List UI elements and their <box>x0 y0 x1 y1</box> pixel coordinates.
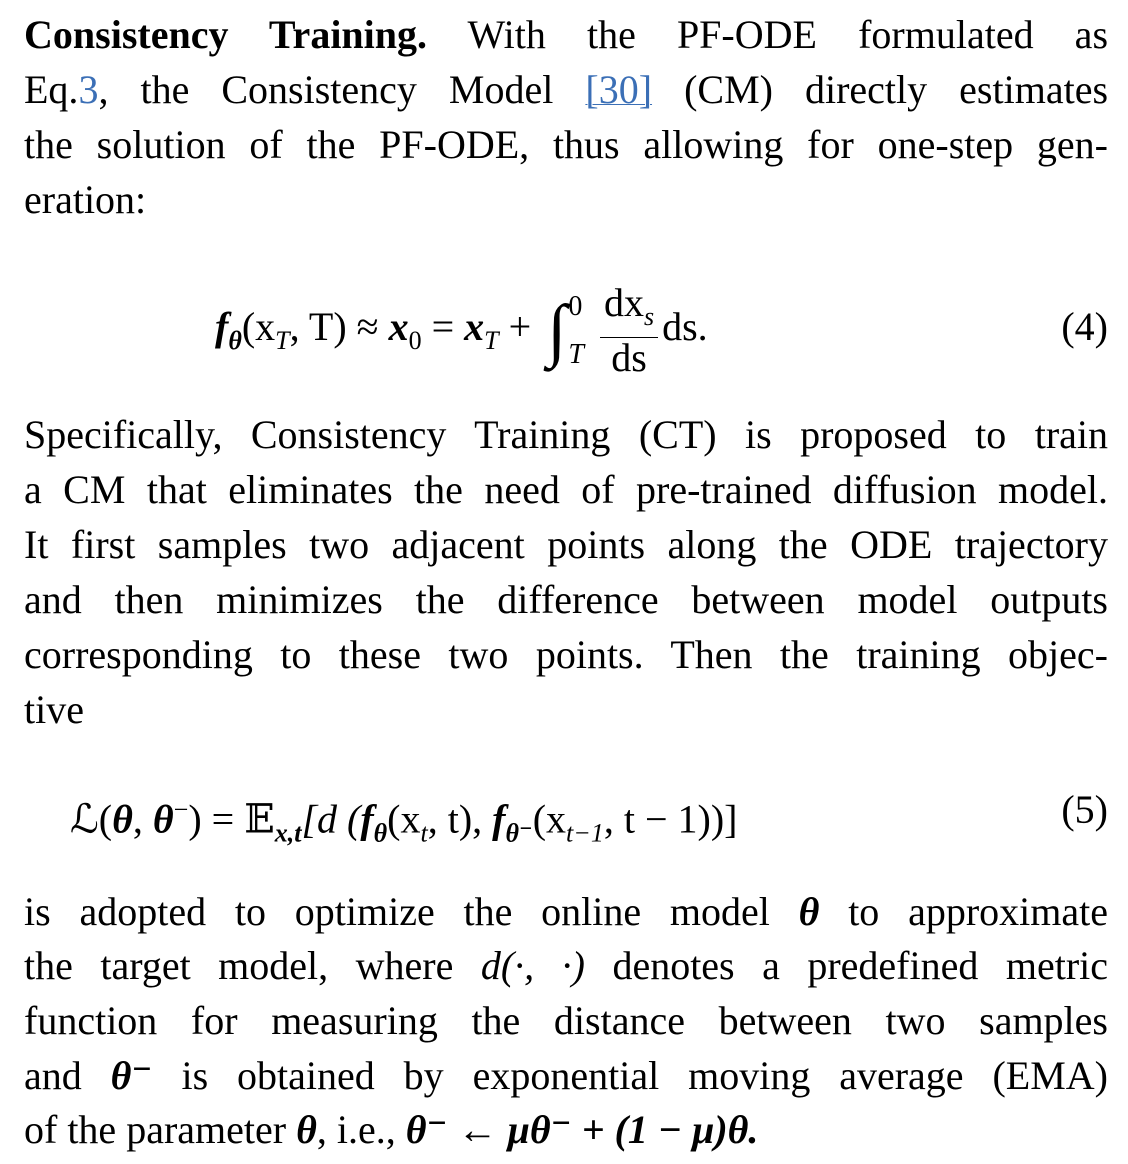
text-line: tive <box>24 687 84 732</box>
text-line: It first samples two adjacent points along the ODE trajectory <box>24 522 1108 567</box>
text-line: Specifically, Consistency Training (CT) is proposed to train <box>24 412 1108 457</box>
integral-upper-limit: 0 <box>568 290 583 322</box>
text-line: a CM that eliminates the need of pre-trained diffusion model. <box>24 467 1108 512</box>
text-line: function for measuring the distance between two samples <box>24 998 1108 1043</box>
integral-sign: ∫ <box>547 291 567 369</box>
ema-formula: θ⁻ ← μθ⁻ + (1 − μ)θ. <box>405 1107 759 1152</box>
integral-limits <box>568 290 584 372</box>
section-heading: Consistency Training. <box>24 12 428 57</box>
text-line: and θ⁻ is obtained by exponential moving average (EMA) <box>24 1053 1108 1098</box>
equation-4-body: $f_\theta(x_T$, $T) \approx x_0 = x_T$ + ∫ 0 T $\frac{dx_s}{ds}$ ds. <box>215 280 708 381</box>
equation-5 <box>0 783 1128 848</box>
text-line: is adopted to optimize the online model θ to approximate <box>24 889 1108 934</box>
text-line: and then minimizes the difference between model outputs <box>24 577 1108 622</box>
equation-reference-link[interactable]: 3 <box>78 67 99 112</box>
fraction-numerator: $dx_s$ <box>600 283 658 338</box>
text-line: the target model, where d(·, ·) denotes a predefined metric <box>24 943 1109 988</box>
equation-5-body: ℒ(θ, θ−) = 𝔼$_{x,t}$[d ($f_\theta(x_t$, t), $f_{\theta^-}(x_{t-1}$, t − 1))] <box>70 795 738 848</box>
text-line: Consistency Training. With the PF-ODE formulated as <box>24 12 1109 57</box>
integral-lower-limit: T <box>568 338 584 370</box>
text-line: corresponding to these two points. Then the training objec- <box>24 632 1108 677</box>
fraction <box>600 280 658 381</box>
text-line: the solution of the PF-ODE, thus allowing for one-step gen- <box>24 122 1108 167</box>
citation-link[interactable]: [30] <box>585 67 653 112</box>
text-line: eration: <box>24 177 147 222</box>
text-line: Eq.3, the Consistency Model [30] (CM) directly estimates <box>24 67 1109 112</box>
equation-number: (4) <box>1061 304 1108 349</box>
equation-number: (5) <box>1061 787 1108 832</box>
fraction-denominator: ds <box>611 335 647 381</box>
equation-4 <box>0 272 1128 382</box>
text-line: of the parameter θ, i.e., θ⁻ ← μθ⁻ + (1 − μ)θ. <box>24 1107 759 1152</box>
